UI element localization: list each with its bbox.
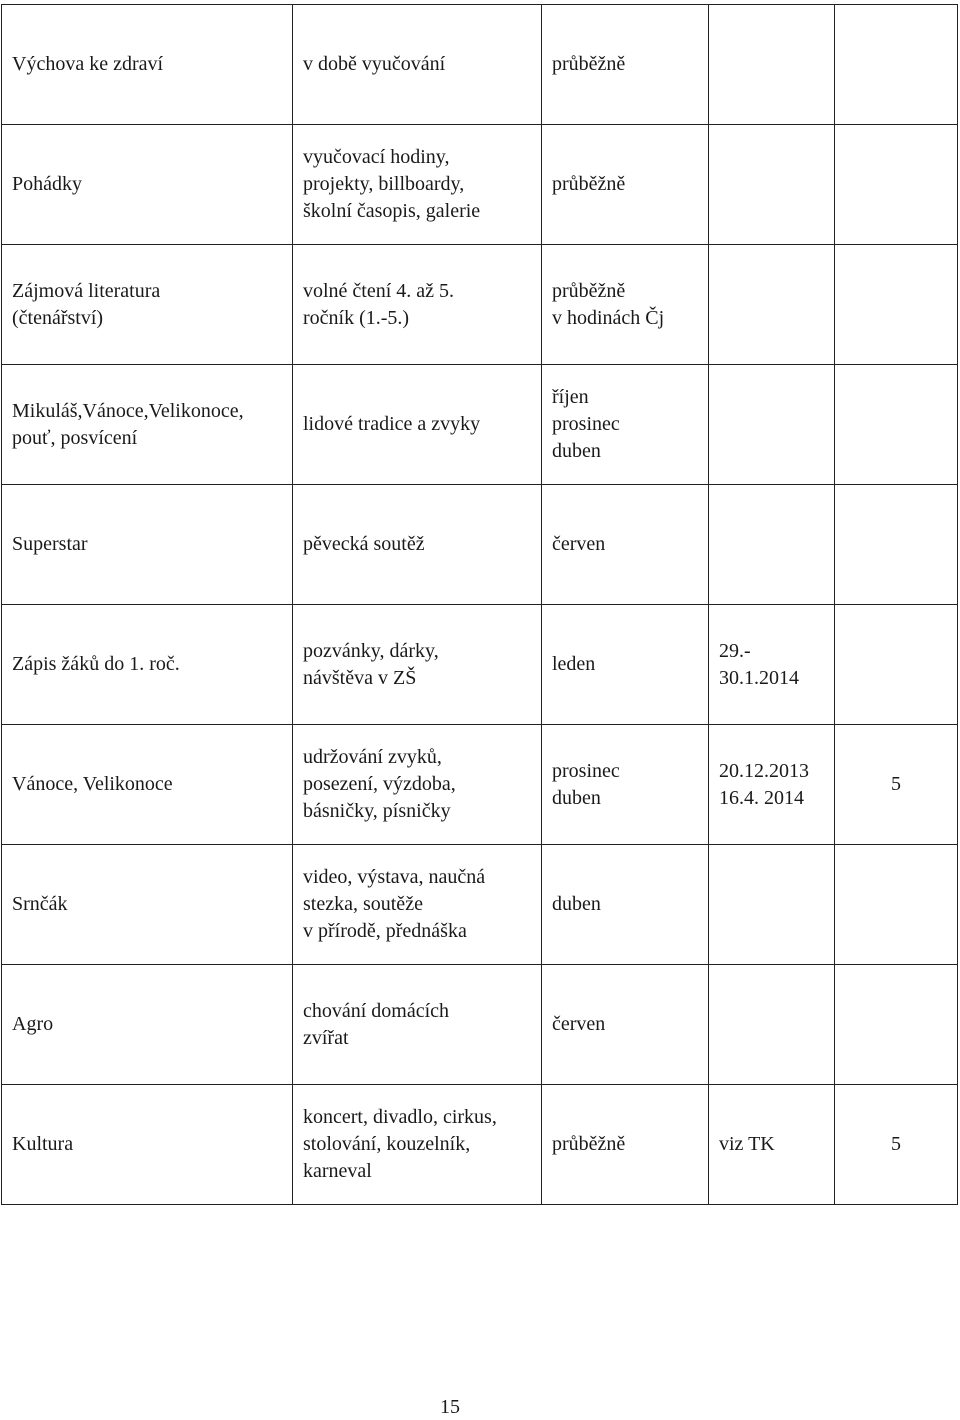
date-cell bbox=[709, 965, 835, 1085]
term-cell: prosinec duben bbox=[542, 725, 709, 845]
grade-cell bbox=[835, 245, 958, 365]
term-cell: průběžně bbox=[542, 125, 709, 245]
grade-cell bbox=[835, 365, 958, 485]
grade-cell bbox=[835, 125, 958, 245]
activity-cell: Vánoce, Velikonoce bbox=[2, 725, 293, 845]
term-cell: duben bbox=[542, 845, 709, 965]
form-cell: chování domácích zvířat bbox=[293, 965, 542, 1085]
activity-cell: Zájmová literatura (čtenářství) bbox=[2, 245, 293, 365]
date-cell: 20.12.2013 16.4. 2014 bbox=[709, 725, 835, 845]
grade-cell bbox=[835, 965, 958, 1085]
term-cell: červen bbox=[542, 485, 709, 605]
date-cell bbox=[709, 125, 835, 245]
grade-cell bbox=[835, 845, 958, 965]
date-cell bbox=[709, 5, 835, 125]
date-cell bbox=[709, 845, 835, 965]
form-cell: video, výstava, naučná stezka, soutěže v přírodě, přednáška bbox=[293, 845, 542, 965]
activity-cell: Mikuláš,Vánoce,Velikonoce, pouť, posvícení bbox=[2, 365, 293, 485]
term-cell: říjen prosinec duben bbox=[542, 365, 709, 485]
grade-cell bbox=[835, 605, 958, 725]
table-row bbox=[2, 5, 958, 125]
term-cell: průběžně bbox=[542, 5, 709, 125]
table-row bbox=[2, 125, 958, 245]
form-cell: pozvánky, dárky, návštěva v ZŠ bbox=[293, 605, 542, 725]
activity-cell: Agro bbox=[2, 965, 293, 1085]
form-cell: lidové tradice a zvyky bbox=[293, 365, 542, 485]
activity-cell: Srnčák bbox=[2, 845, 293, 965]
form-cell: v době vyučování bbox=[293, 5, 542, 125]
grade-cell bbox=[835, 485, 958, 605]
term-cell: průběžně bbox=[542, 1085, 709, 1205]
table-row bbox=[2, 965, 958, 1085]
table-row bbox=[2, 1085, 958, 1205]
term-cell: leden bbox=[542, 605, 709, 725]
form-cell: volné čtení 4. až 5. ročník (1.-5.) bbox=[293, 245, 542, 365]
date-cell bbox=[709, 245, 835, 365]
activity-cell: Zápis žáků do 1. roč. bbox=[2, 605, 293, 725]
form-cell: udržování zvyků, posezení, výzdoba, básničky, písničky bbox=[293, 725, 542, 845]
events-table bbox=[1, 4, 958, 1205]
activity-cell: Výchova ke zdraví bbox=[2, 5, 293, 125]
form-cell: koncert, divadlo, cirkus, stolování, kouzelník, karneval bbox=[293, 1085, 542, 1205]
term-cell: červen bbox=[542, 965, 709, 1085]
table-row bbox=[2, 725, 958, 845]
table-row bbox=[2, 605, 958, 725]
grade-cell: 5 bbox=[835, 725, 958, 845]
table-row bbox=[2, 845, 958, 965]
table-row bbox=[2, 485, 958, 605]
form-cell: pěvecká soutěž bbox=[293, 485, 542, 605]
page-number: 15 bbox=[440, 1396, 460, 1418]
form-cell: vyučovací hodiny, projekty, billboardy, školní časopis, galerie bbox=[293, 125, 542, 245]
date-cell: 29.- 30.1.2014 bbox=[709, 605, 835, 725]
date-cell bbox=[709, 485, 835, 605]
term-cell: průběžně v hodinách Čj bbox=[542, 245, 709, 365]
table-row bbox=[2, 245, 958, 365]
date-cell: viz TK bbox=[709, 1085, 835, 1205]
activity-cell: Superstar bbox=[2, 485, 293, 605]
activity-cell: Pohádky bbox=[2, 125, 293, 245]
table-row bbox=[2, 365, 958, 485]
grade-cell: 5 bbox=[835, 1085, 958, 1205]
activity-cell: Kultura bbox=[2, 1085, 293, 1205]
grade-cell bbox=[835, 5, 958, 125]
date-cell bbox=[709, 365, 835, 485]
